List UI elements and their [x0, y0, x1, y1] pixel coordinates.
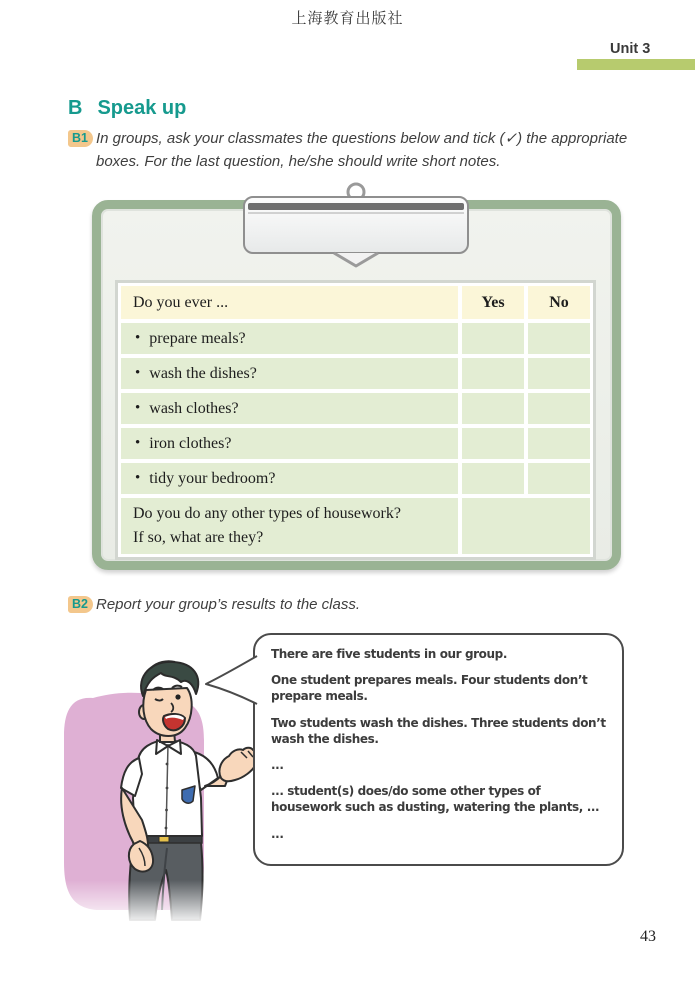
- activity-b2-instruction: Report your group’s results to the class.: [96, 596, 361, 613]
- bullet-icon: •: [135, 330, 141, 346]
- no-tick-box-4[interactable]: [528, 428, 590, 459]
- other-question-notes-box[interactable]: [462, 498, 590, 554]
- table-row-question-3: • wash clothes?: [121, 393, 458, 424]
- publisher-header: 上海教育出版社: [291, 11, 404, 27]
- section-letter: B: [68, 97, 83, 119]
- section-heading: [68, 97, 186, 120]
- survey-table: [115, 280, 596, 560]
- page-number: 43: [640, 928, 656, 945]
- yes-tick-box-2[interactable]: [462, 358, 524, 389]
- speech-line: ...: [271, 757, 284, 772]
- unit-accent-bar: [577, 59, 695, 70]
- speech-line: ...: [271, 826, 284, 841]
- yes-tick-box-1[interactable]: [462, 323, 524, 354]
- table-header-question: Do you ever ...: [121, 286, 458, 319]
- activity-b1-badge: B1: [68, 130, 93, 147]
- section-title: Speak up: [97, 97, 187, 119]
- yes-tick-box-5[interactable]: [462, 463, 524, 494]
- activity-b2-badge: B2: [68, 596, 93, 613]
- bullet-icon: •: [135, 470, 141, 486]
- table-row-question-1: • prepare meals?: [121, 323, 458, 354]
- speech-line: Two students wash the dishes. Three students don’t wash the dishes.: [271, 715, 606, 746]
- speech-bubble-tail: [202, 651, 258, 709]
- yes-tick-box-4[interactable]: [462, 428, 524, 459]
- yes-tick-box-3[interactable]: [462, 393, 524, 424]
- unit-label: Unit 3: [610, 41, 651, 57]
- table-row-other-question: Do you do any other types of housework? If so, what are they?: [121, 498, 458, 554]
- no-tick-box-3[interactable]: [528, 393, 590, 424]
- table-header-yes: Yes: [462, 286, 524, 319]
- bullet-icon: •: [135, 435, 141, 451]
- no-tick-box-1[interactable]: [528, 323, 590, 354]
- no-tick-box-5[interactable]: [528, 463, 590, 494]
- speech-bubble: [253, 633, 624, 866]
- bullet-icon: •: [135, 365, 141, 381]
- clipboard-clip-icon: [240, 181, 472, 269]
- table-row-question-5: • tidy your bedroom?: [121, 463, 458, 494]
- speech-line: One student prepares meals. Four students don’t prepare meals.: [271, 673, 588, 704]
- activity-b1-instruction: In groups, ask your classmates the questions below and tick (✓) the appropriate boxes. For the last question, he/she should write short notes.: [96, 130, 628, 171]
- table-header-no: No: [528, 286, 590, 319]
- speech-line: ... student(s) does/do some other types of housework such as dusting, watering the plants, ...: [271, 784, 600, 815]
- table-row-question-4: • iron clothes?: [121, 428, 458, 459]
- table-row-question-2: • wash the dishes?: [121, 358, 458, 389]
- no-tick-box-2[interactable]: [528, 358, 590, 389]
- bullet-icon: •: [135, 400, 141, 416]
- speech-line: There are five students in our group.: [271, 647, 508, 661]
